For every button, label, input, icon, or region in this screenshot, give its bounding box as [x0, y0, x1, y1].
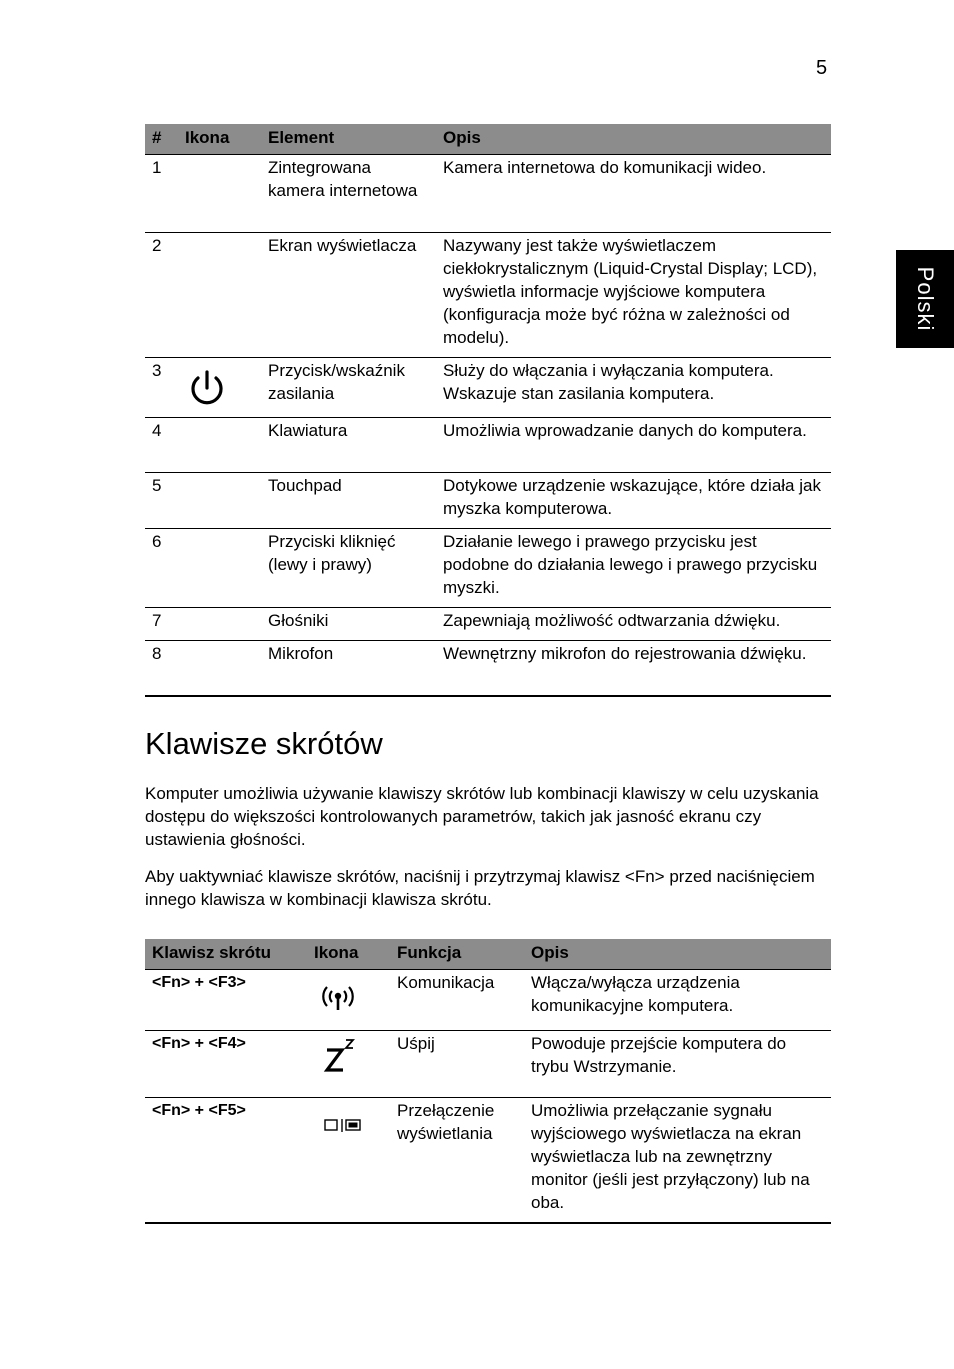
- row-num: 3: [145, 358, 178, 418]
- table-row: [145, 970, 831, 1031]
- row-element: Przycisk/wskaźnik zasilania: [261, 358, 436, 418]
- row-element: Zintegrowana kamera internetowa: [261, 155, 436, 233]
- header-key: Klawisz skrótu: [145, 939, 307, 970]
- table-row: [145, 1098, 831, 1224]
- hotkeys-table: [145, 939, 831, 1224]
- row-icon-cell: [178, 358, 261, 418]
- row-desc: Nazywany jest także wyświetlaczem ciekłokrystalicznym (Liquid-Crystal Display; LCD), wyświetla informacje wyjściowe komputera (konfiguracja może być różna w zależności od modelu).: [436, 233, 831, 358]
- row-desc: Umożliwia wprowadzanie danych do komputera.: [436, 418, 831, 473]
- row-num: 4: [145, 418, 178, 473]
- row-desc: Zapewniają możliwość odtwarzania dźwięku.: [436, 608, 831, 641]
- components-table: [145, 124, 831, 697]
- row-icon-cell: [178, 641, 261, 696]
- wireless-icon: [318, 983, 358, 1015]
- table-row: [145, 641, 831, 696]
- table-header-row: [145, 939, 831, 970]
- row-icon-cell: [178, 233, 261, 358]
- row-icon-cell: [178, 529, 261, 608]
- page-number: 5: [816, 57, 828, 79]
- hotkey-combo: <Fn> + <F5>: [145, 1098, 307, 1224]
- row-icon-cell: [307, 1031, 390, 1098]
- row-icon-cell: [178, 473, 261, 529]
- table-row: [145, 608, 831, 641]
- power-icon: [185, 365, 229, 409]
- table-row: [145, 418, 831, 473]
- row-num: 2: [145, 233, 178, 358]
- hotkey-combo: <Fn> + <F4>: [145, 1031, 307, 1098]
- row-element: Klawiatura: [261, 418, 436, 473]
- row-icon-cell: [307, 970, 390, 1031]
- row-num: 7: [145, 608, 178, 641]
- table-row: [145, 358, 831, 418]
- hotkey-function: Uśpij: [390, 1031, 524, 1098]
- header-icon: Ikona: [307, 939, 390, 970]
- row-num: 8: [145, 641, 178, 696]
- row-element: Głośniki: [261, 608, 436, 641]
- table-row: [145, 155, 831, 233]
- table-header-row: [145, 124, 831, 155]
- row-num: 1: [145, 155, 178, 233]
- table-row: [145, 529, 831, 608]
- row-desc: Wewnętrzny mikrofon do rejestrowania dźwięku.: [436, 641, 831, 696]
- row-num: 5: [145, 473, 178, 529]
- header-icon: Ikona: [178, 124, 261, 155]
- language-tab-label: Polski: [913, 266, 938, 332]
- hotkey-desc: Włącza/wyłącza urządzenia komunikacyjne komputera.: [524, 970, 831, 1031]
- row-desc: Kamera internetowa do komunikacji wideo.: [436, 155, 831, 233]
- sleep-icon: [322, 1036, 362, 1076]
- section-title: Klawisze skrótów: [145, 726, 383, 761]
- row-desc: Dotykowe urządzenie wskazujące, które działa jak myszka komputerowa.: [436, 473, 831, 529]
- table-row: [145, 1031, 831, 1098]
- table-row: [145, 233, 831, 358]
- hotkey-combo: <Fn> + <F3>: [145, 970, 307, 1031]
- row-icon-cell: [178, 608, 261, 641]
- row-desc: Działanie lewego i prawego przycisku jest podobne do działania lewego i prawego przycisku myszki.: [436, 529, 831, 608]
- header-num: #: [145, 124, 178, 155]
- header-desc: Opis: [524, 939, 831, 970]
- row-element: Mikrofon: [261, 641, 436, 696]
- row-desc: Służy do włączania i wyłączania komputera. Wskazuje stan zasilania komputera.: [436, 358, 831, 418]
- hotkey-desc: Umożliwia przełączanie sygnału wyjściowego wyświetlacza na ekran wyświetlacza lub na zewnętrzny monitor (jeśli jest przyłączony) lub na oba.: [524, 1098, 831, 1224]
- row-icon-cell: [178, 155, 261, 233]
- row-element: Przyciski kliknięć (lewy i prawy): [261, 529, 436, 608]
- hotkey-function: Przełączenie wyświetlania: [390, 1098, 524, 1224]
- language-tab: [896, 250, 954, 348]
- header-element: Element: [261, 124, 436, 155]
- hotkey-desc: Powoduje przejście komputera do trybu Wstrzymanie.: [524, 1031, 831, 1098]
- header-desc: Opis: [436, 124, 831, 155]
- header-function: Funkcja: [390, 939, 524, 970]
- row-element: Ekran wyświetlacza: [261, 233, 436, 358]
- row-icon-cell: [307, 1098, 390, 1224]
- intro-paragraph: Komputer umożliwia używanie klawiszy skrótów lub kombinacji klawiszy w celu uzyskania dostępu do większości kontrolowanych parametrów, takich jak jasność ekranu czy ustawienia głośności.: [145, 784, 819, 849]
- row-num: 6: [145, 529, 178, 608]
- display-switch-icon: [324, 1117, 368, 1137]
- hotkey-function: Komunikacja: [390, 970, 524, 1031]
- table-row: [145, 473, 831, 529]
- row-element: Touchpad: [261, 473, 436, 529]
- row-icon-cell: [178, 418, 261, 473]
- instruction-paragraph: Aby uaktywniać klawisze skrótów, naciśnij i przytrzymaj klawisz <Fn> przed naciśnięciem innego klawisza w kombinacji klawisza skrótu.: [145, 867, 815, 909]
